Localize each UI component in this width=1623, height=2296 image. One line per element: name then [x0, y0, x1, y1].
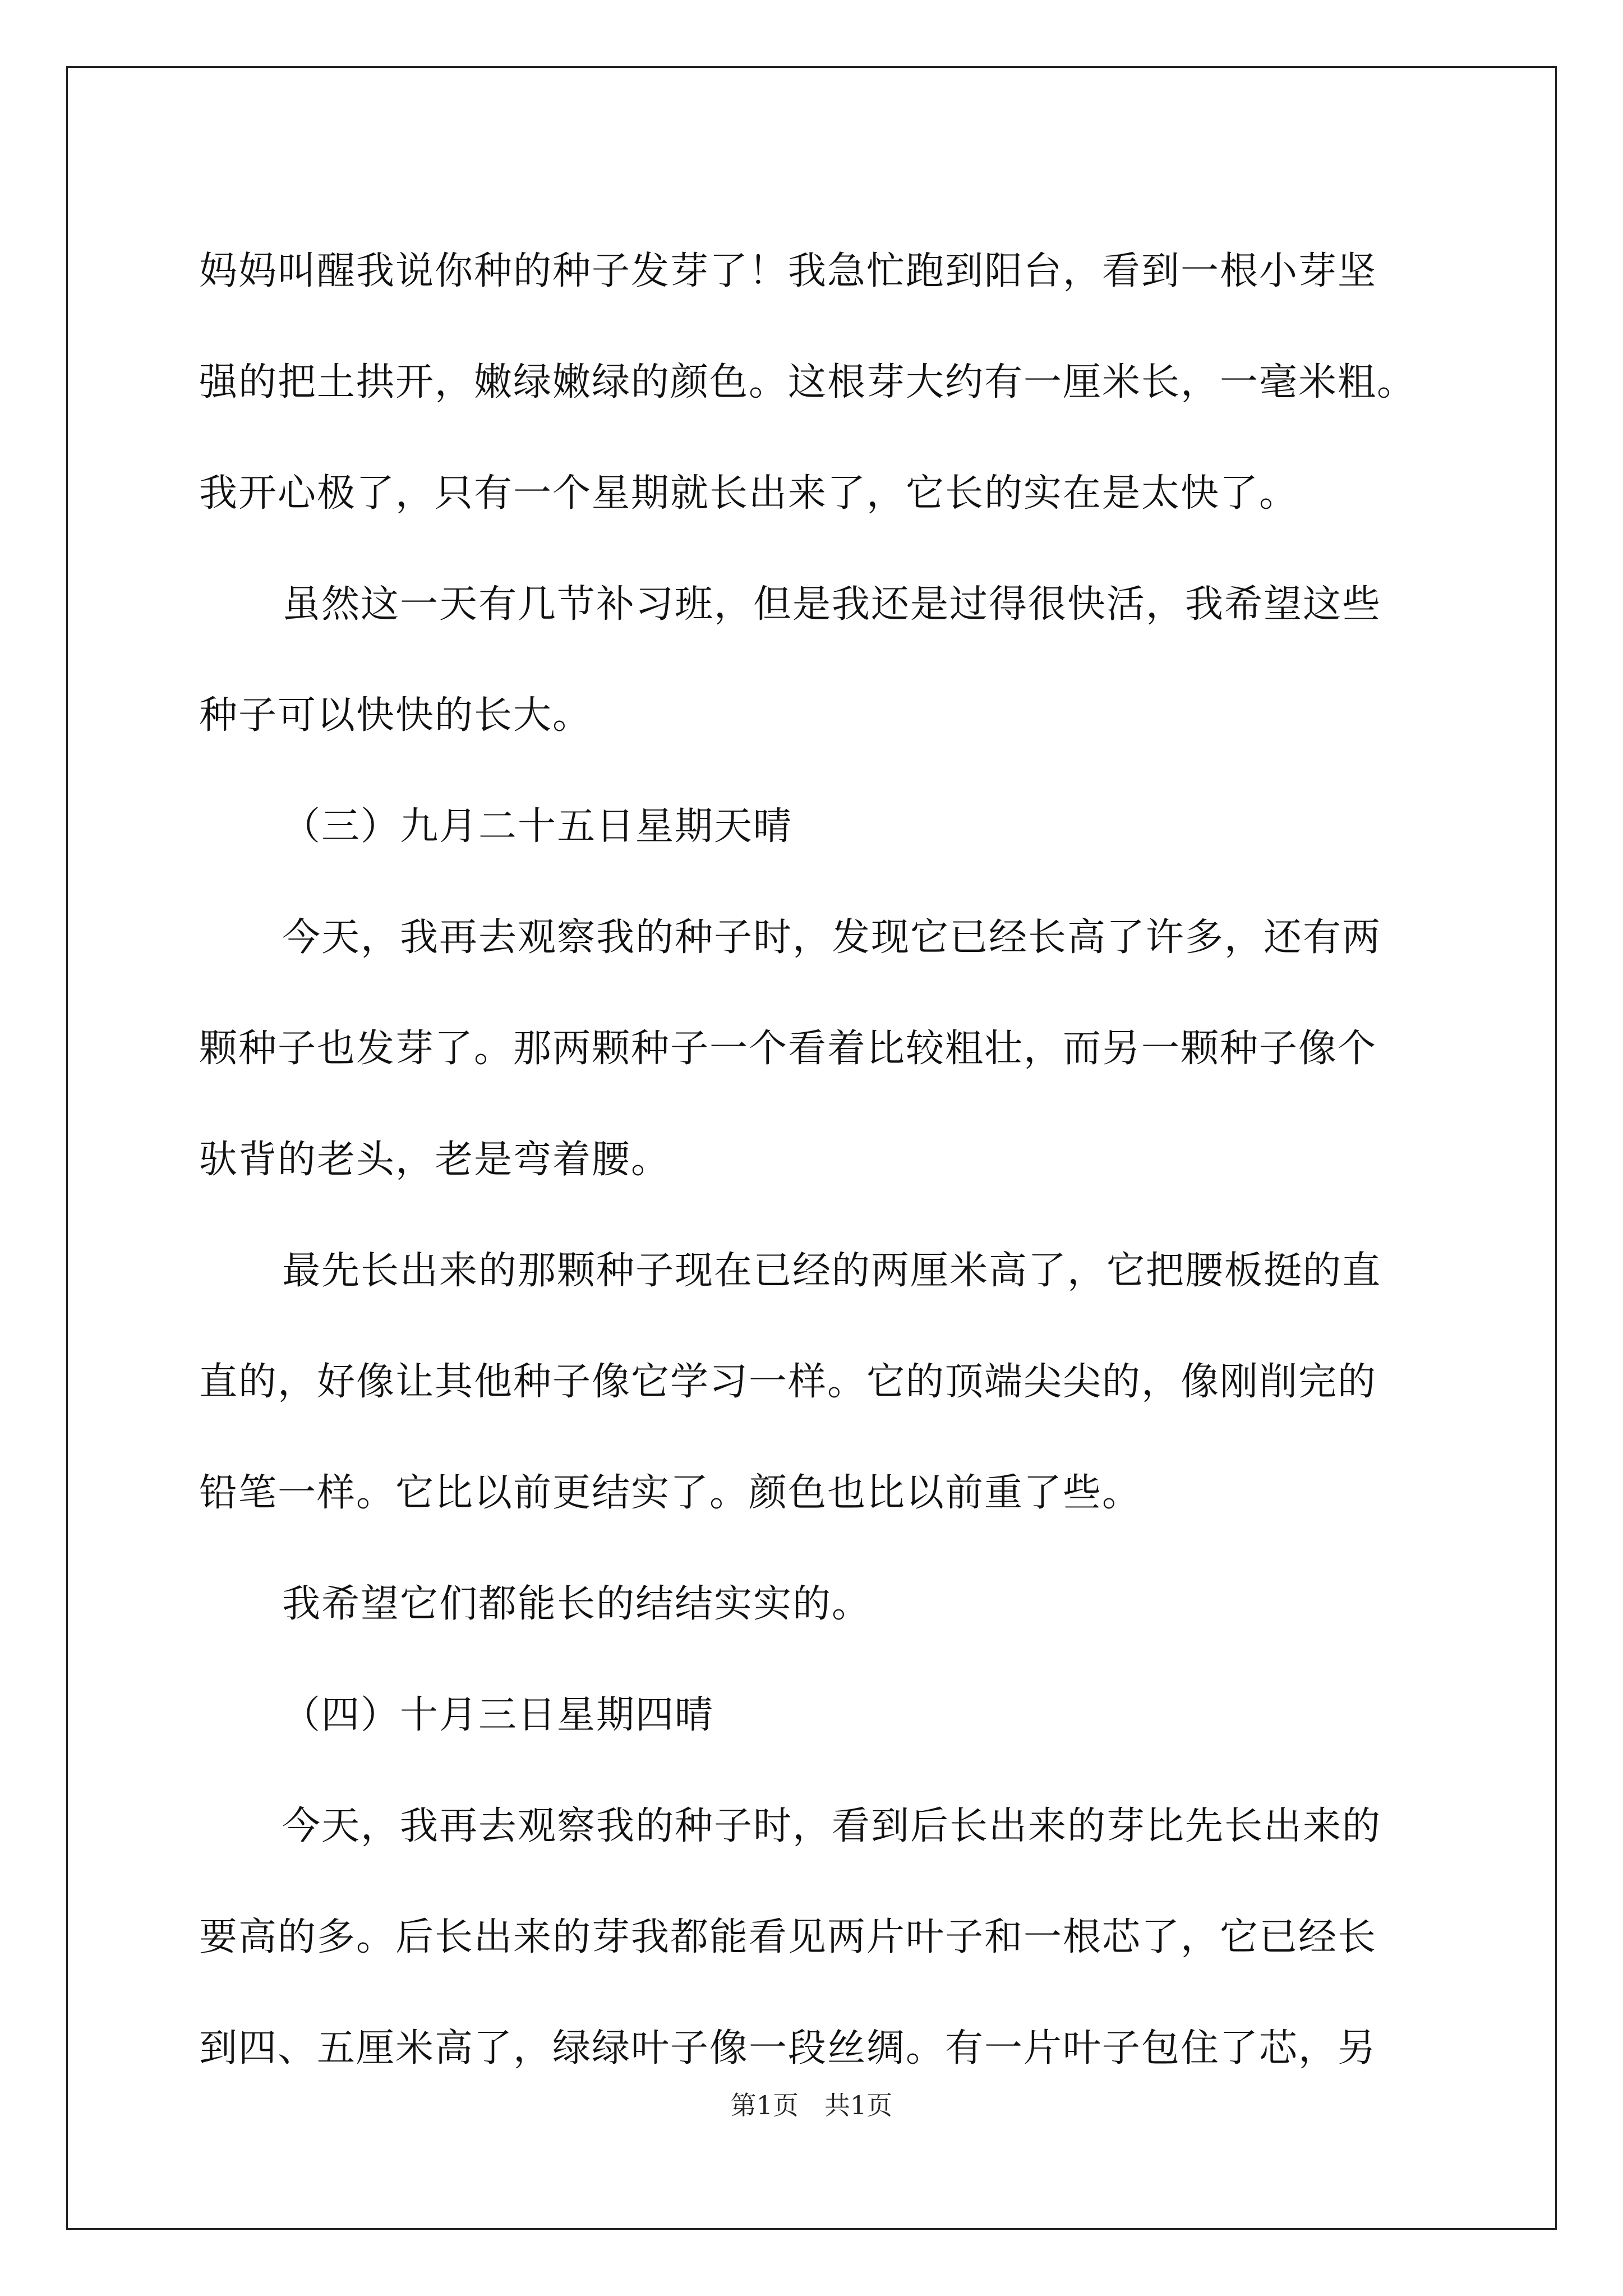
text-line: 妈妈叫醒我说你种的种子发芽了！我急忙跑到阳台，看到一根小芽坚 [199, 249, 1377, 293]
text-line: 今天，我再去观察我的种子时，看到后长出来的芽比先长出来的 [282, 1804, 1382, 1848]
text-line: 强的把土拱开，嫩绿嫩绿的颜色。这根芽大约有一厘米长，一毫米粗。 [199, 360, 1417, 404]
text-line: 虽然这一天有几节补习班，但是我还是过得很快活，我希望这些 [282, 582, 1382, 627]
text-line: 要高的多。后长出来的芽我都能看见两片叶子和一根芯了，它已经长 [199, 1915, 1377, 1959]
page-footer: 第1页 共1页 [730, 2090, 893, 2120]
text-line: 直的，好像让其他种子像它学习一样。它的顶端尖尖的，像刚削完的 [199, 1360, 1377, 1404]
text-line: 我开心极了，只有一个星期就长出来了，它长的实在是太快了。 [199, 471, 1299, 516]
section-heading: （四）十月三日星期四晴 [282, 1693, 714, 1737]
text-line: 今天，我再去观察我的种子时，发现它已经长高了许多，还有两 [282, 915, 1382, 960]
text-line: 驮背的老头，老是弯着腰。 [199, 1138, 671, 1182]
text-line: 我希望它们都能长的结结实实的。 [282, 1582, 872, 1626]
text-line: 最先长出来的那颗种子现在已经的两厘米高了，它把腰板挺的直 [282, 1249, 1382, 1293]
section-heading: （三）九月二十五日星期天晴 [282, 804, 793, 849]
document-body [199, 216, 1441, 2104]
text-line: 颗种子也发芽了。那两颗种子一个看着比较粗壮，而另一颗种子像个 [199, 1027, 1377, 1071]
text-line: 铅笔一样。它比以前更结实了。颜色也比以前重了些。 [199, 1471, 1142, 1515]
text-line: 到四、五厘米高了，绿绿叶子像一段丝绸。有一片叶子包住了芯，另 [199, 2026, 1377, 2070]
text-line: 种子可以快快的长大。 [199, 693, 592, 738]
